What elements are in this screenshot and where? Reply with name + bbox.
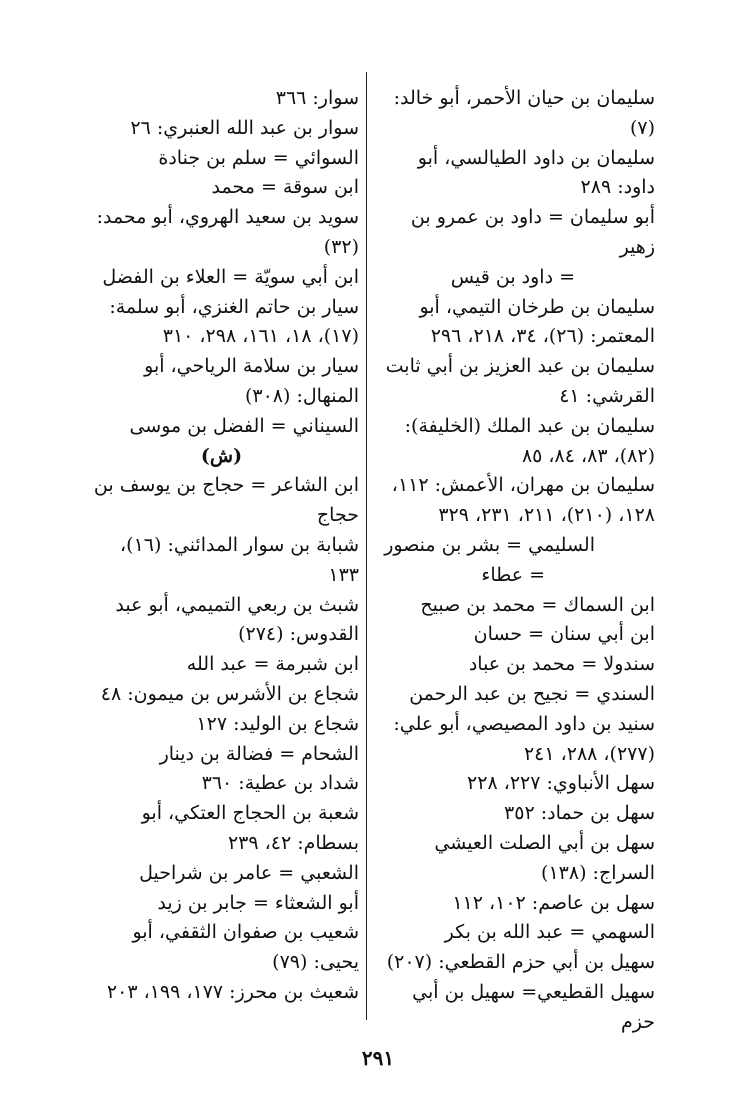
index-entry: السندي = نجيح بن عبد الرحمن	[409, 682, 655, 705]
left-column	[84, 84, 359, 1034]
index-entry: ابن سوقة = محمد	[211, 176, 359, 199]
index-entry: أبو سليمان = داود بن عمرو بن زهير	[410, 206, 655, 258]
column-divider	[366, 72, 367, 1020]
index-entry: شجاع بن الوليد: ١٢٧	[196, 712, 359, 735]
right-column	[380, 84, 655, 1034]
index-entry: سليمان بن حيان الأحمر، أبو خالد: (٧)	[393, 87, 655, 139]
section-letter-heading: (ش)	[200, 444, 243, 467]
page-number: ٢٩١	[361, 1046, 395, 1070]
index-entry: السوائي = سلم بن جنادة	[158, 146, 359, 169]
index-entry: سليمان بن طرخان التيمي، أبو المعتمر: (٢٦)، ٣٤، ٢١٨، ٢٩٦	[419, 295, 655, 348]
index-entry: شداد بن عطية: ٣٦٠	[201, 772, 359, 795]
index-entry: سليمان بن داود الطيالسي، أبو داود: ٢٨٩	[417, 146, 655, 199]
index-entry: سهل الأنباوي: ٢٢٧، ٢٢٨	[467, 772, 655, 795]
index-entry: سليمان بن عبد الملك (الخليفة): (٨٢)، ٨٣، ٨٤، ٨٥	[404, 414, 655, 467]
index-entry: ابن أبي سويّة = العلاء بن الفضل	[102, 265, 359, 288]
index-entry: سهيل القطيعي= سهيل بن أبي حزم	[412, 980, 655, 1033]
index-entry: أبو الشعثاء = جابر بن زيد	[157, 891, 359, 914]
index-entry: ابن الشاعر = حجاج بن يوسف بن حجاج	[93, 474, 359, 527]
index-entry: الشحام = فضالة بن دينار	[159, 742, 359, 765]
index-entry: الشعبي = عامر بن شراحيل	[139, 861, 359, 884]
index-entry: شبابة بن سوار المدائني: (١٦)، ١٣٣	[120, 533, 359, 586]
index-entry: سويد بن سعيد الهروي، أبو محمد: (٣٢)	[96, 206, 359, 258]
index-entry: شبث بن ربعي التميمي، أبو عبد القدوس: (٢٧٤)	[115, 593, 359, 646]
index-entry: شعيث بن محرز: ١٧٧، ١٩٩، ٢٠٣	[106, 980, 359, 1003]
index-entry: ابن أبي سنان = حسان	[473, 623, 655, 646]
index-entry: سنيد بن داود المصيصي، أبو علي: (٢٧٧)، ٢٨٨، ٢٤١	[393, 712, 655, 765]
index-entry: السيناني = الفضل بن موسى	[129, 414, 359, 437]
index-entry: شجاع بن الأشرس بن ميمون: ٤٨	[100, 682, 359, 705]
index-entry: سهل بن عاصم: ١٠٢، ١١٢	[452, 891, 655, 914]
index-entry: سليمان بن عبد العزيز بن أبي ثابت القرشي: ٤١	[385, 355, 655, 407]
index-entry: سهيل بن أبي حزم القطعي: (٢٠٧)	[386, 951, 655, 974]
index-entry: سيار بن سلامة الرياحي، أبو المنهال: (٣٠٨)	[144, 355, 359, 407]
index-entry: = عطاء	[481, 563, 545, 586]
index-entry: السهمي = عبد الله بن بكر	[444, 921, 655, 944]
index-entry: شعيب بن صفوان الثقفي، أبو يحيى: (٧٩)	[132, 921, 359, 974]
index-entry: السليمي = بشر بن منصور	[384, 533, 595, 556]
index-entry: سوار بن عبد الله العنبري: ٢٦	[130, 116, 359, 139]
index-entry: سيار بن حاتم الغنزي، أبو سلمة: (١٧)، ١٨، ١٦١، ٢٩٨، ٣١٠	[109, 295, 359, 348]
index-entry: سندولا = محمد بن عباد	[468, 653, 655, 676]
index-entry: سوار: ٣٦٦	[275, 87, 359, 109]
index-entry: سهل بن أبي الصلت العيشي السراج: (١٣٨)	[434, 831, 655, 884]
index-entry: شعبة بن الحجاج العتكي، أبو بسطام: ٤٢، ٢٣٩	[141, 802, 359, 854]
index-entry: ابن السماك = محمد بن صبيح	[420, 593, 655, 616]
index-entry: = داود بن قيس	[450, 265, 575, 288]
index-entry: ابن شبرمة = عبد الله	[186, 653, 359, 676]
index-entry: سهل بن حماد: ٣٥٢	[504, 802, 655, 825]
index-entry: سليمان بن مهران، الأعمش: ١١٢، ١٢٨، (٢١٠)، ٢١١، ٢٣١، ٣٢٩	[391, 474, 655, 527]
